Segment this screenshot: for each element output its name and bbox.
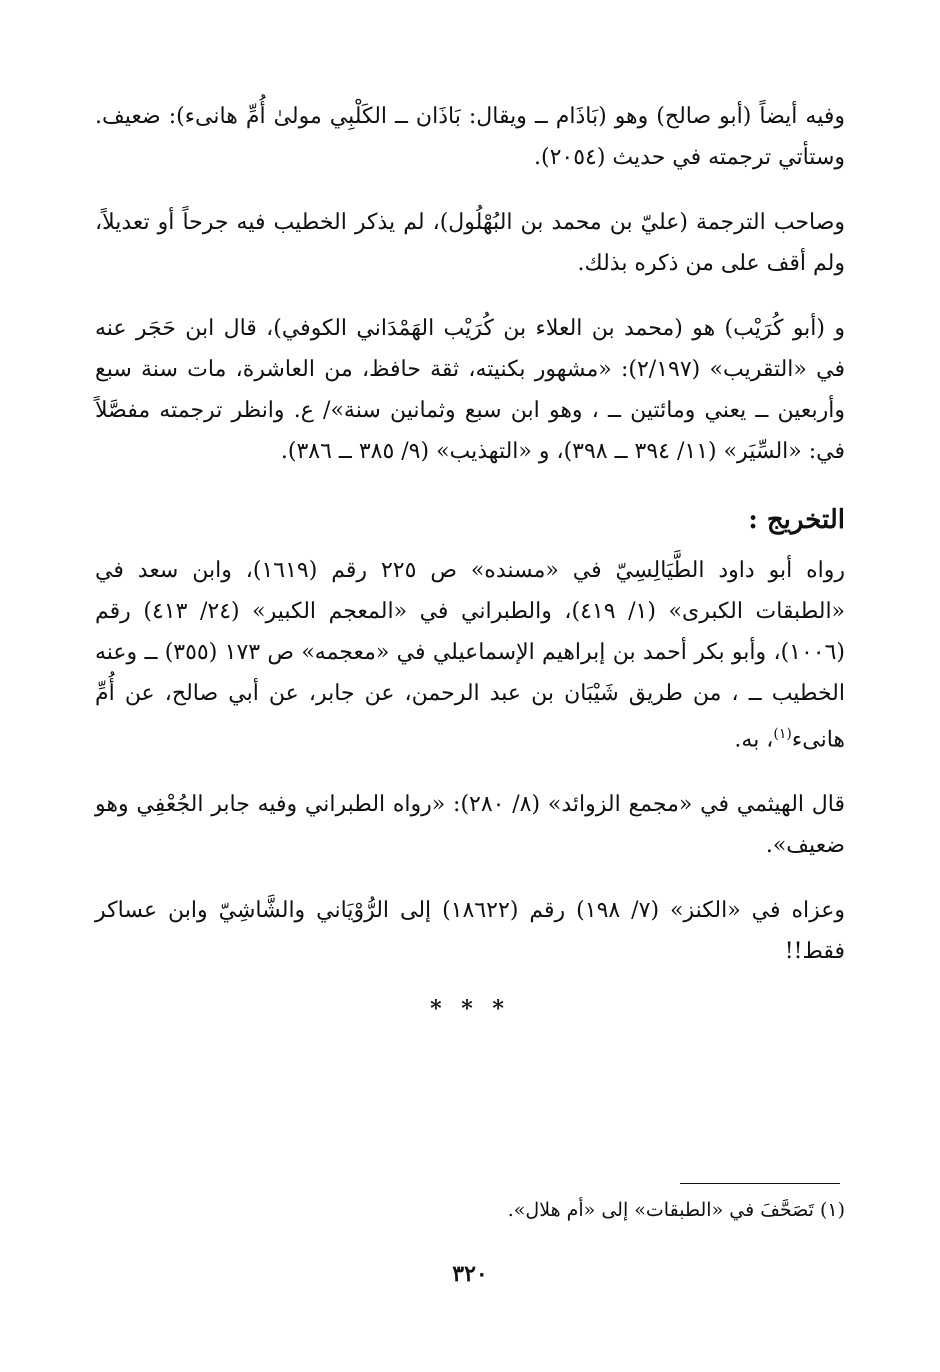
footnote: (١) تَصَحَّفَ في «الطبقات» إلى «أم هلال». [507,1199,845,1221]
paragraph-abu-salih: وفيه أيضاً (أبو صالح) وهو (بَاذَام ــ ويقال: بَاذَان ــ الكَلْبِي مولىٰ أُمِّ هانىء): ضعيف. وستأتي ترجمته في حديث (٢٠٥٤). [95,104,845,170]
takhrij-narration-end: ، به. [734,727,774,753]
paragraph-haythami: قال الهيثمي في «مجمع الزوائد» (٨/ ٢٨٠): «رواه الطبراني وفيه جابر الجُعْفِي وهو ضعيف». [95,792,845,859]
takhrij-narration-text: رواه أبو داود الطَّيَالِسِيّ في «مسنده» ص ٢٢٥ رقم (١٦١٩)، وابن سعد في «الطبقات الكبرى» (١/ ٤١٩)، والطبراني في «المعجم الكبير» (٢٤/ ٤١٣) رقم (١٠٠٦)، وأبو بكر أحمد بن إبراهيم الإسماعيلي في «معجمه» ص ١٧٣ (٣٥٥) ــ وعنه الخطيب ــ ، من طريق شَيْبَان بن عبد الرحمن، عن جابر، عن أبي صالح، عن أُمِّ هانىء [95,558,846,753]
paragraph-takhrij-narration [95,550,845,760]
paragraph-kanz: وعزاه في «الكنز» (٧/ ١٩٨) رقم (١٨٦٢٢) إلى الرُّوْيَاني والشَّاشِيّ وابن عساكر فقط!! [95,898,846,965]
footnote-reference[interactable]: (١) [773,726,792,742]
paragraph-abu-kurayb: و (أبو كُرَيْب) هو (محمد بن العلاء بن كُرَيْب الهَمْدَاني الكوفي)، قال ابن حَجَر عنه في «التقريب» (٢/١٩٧): «مشهور بكنيته، ثقة حافظ، من العاشرة، مات سنة سبع وأربعين ــ يعني ومائتين ــ ، وهو ابن سبع وثمانين سنة»/ ع. وانظر ترجمته مفصَّلاً في: «السِّيَر» (١١/ ٣٩٤ ــ ٣٩٨)، و «التهذيب» (٩/ ٣٨٥ ــ ٣٨٦). [95,316,845,464]
takhrij-heading: التخريج : [748,505,845,535]
page-number: ٣٢٠ [452,1261,488,1287]
footnote-divider [680,1183,840,1184]
section-separator: * * * [430,996,510,1023]
paragraph-translation-subject: وصاحب الترجمة (عليّ بن محمد بن البُهْلُول)، لم يذكر الخطيب فيه جرحاً أو تعديلاً، ولم أقف على من ذكره بذلك. [95,210,845,276]
page-body [95,96,845,1022]
